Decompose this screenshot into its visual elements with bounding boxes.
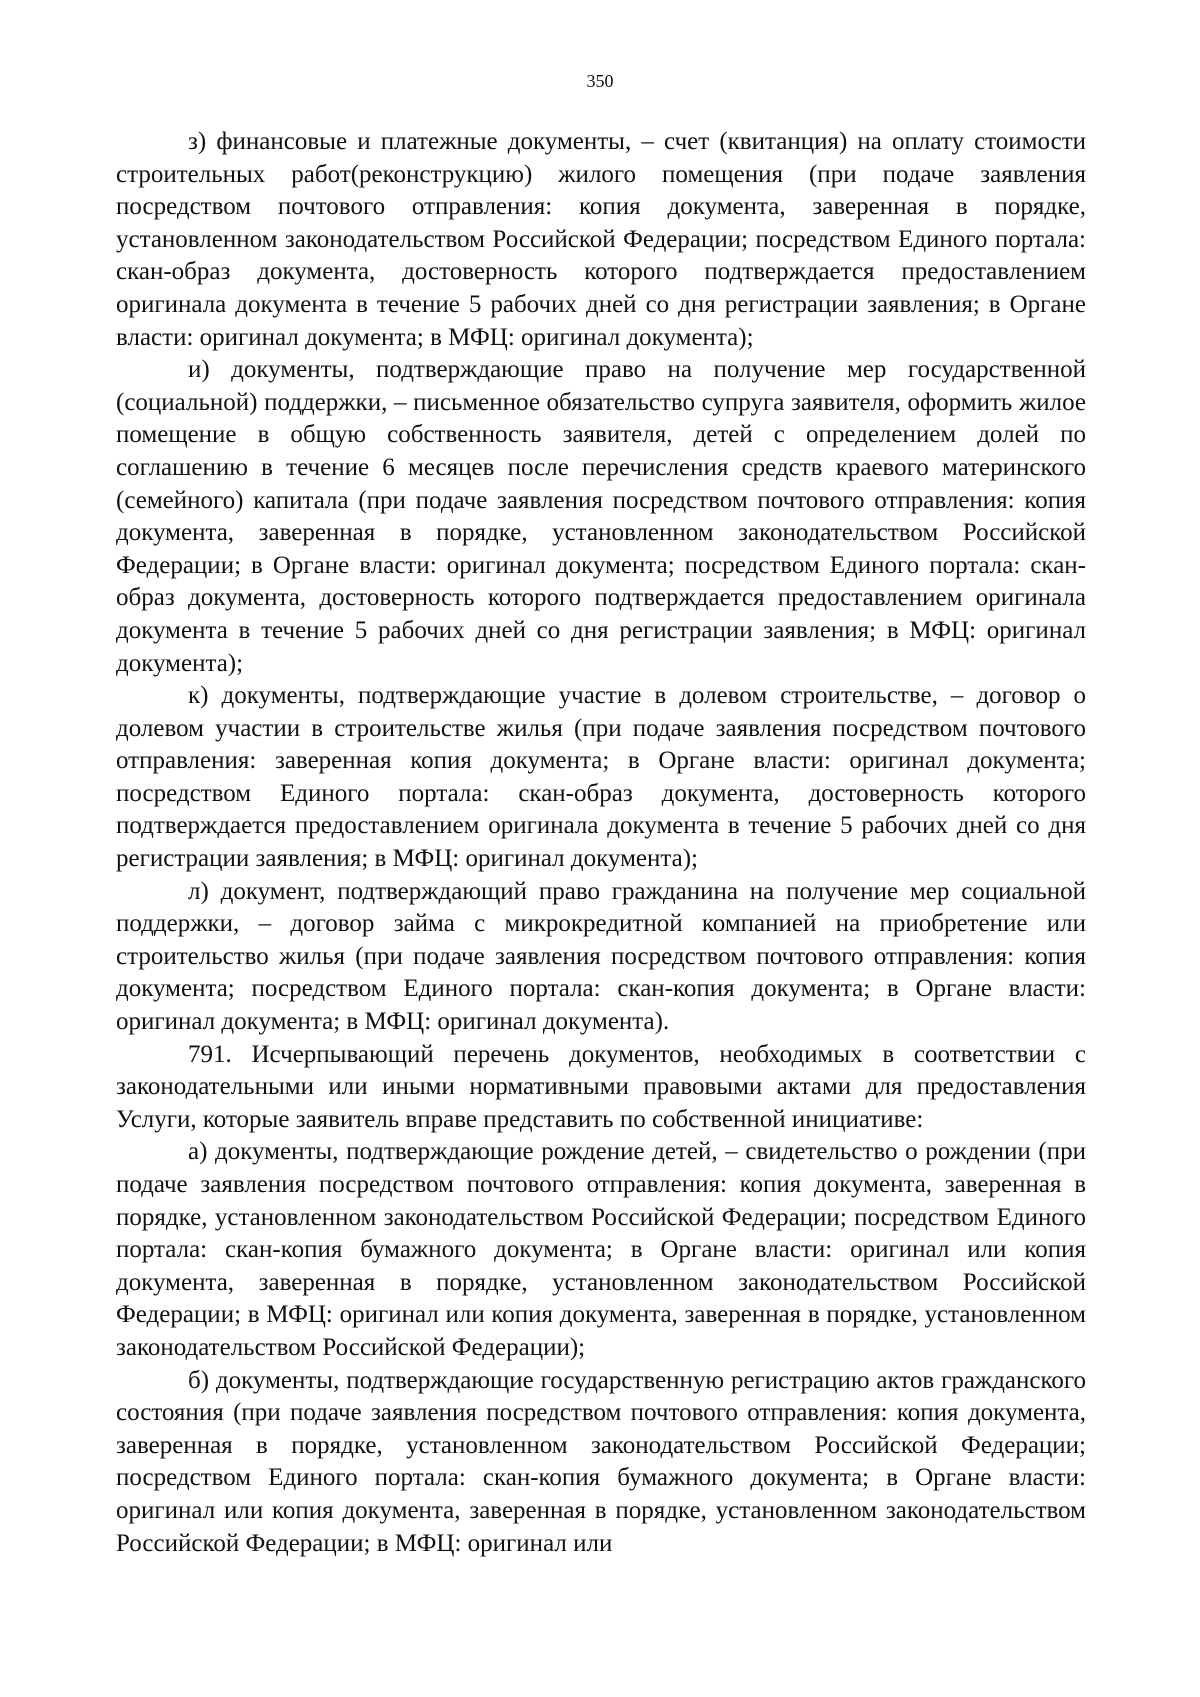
paragraph-z-financial-documents: з) финансовые и платежные документы, – счет (квитанция) на оплату стоимости строительных работ(реконструкцию) жилого помещения (при подаче заявления посредством почтового отправления: копия документа, заверенная в порядке, установленном законодательством Российской Федерации; посредством Единого портала: скан-образ документа, достоверность которого подтверждается предоставлением оригинала документа в течение 5 рабочих дней со дня регистрации заявления; в Органе власти: оригинал документа; в МФЦ: оригинал документа); [116,128,1086,351]
paragraph-b-civil-registration: б) документы, подтверждающие государственную регистрацию актов гражданского состояния (при подаче заявления посредством почтового отправления: копия документа, заверенная в порядке, установленном законодательством Российской Федерации; посредством Единого портала: скан-копия бумажного документа; в Органе власти: оригинал или копия документа, заверенная в порядке, установленном законодательством Российской Федерации; в МФЦ: оригинал или [116,1366,1086,1557]
paragraph-i-support-documents: и) документы, подтверждающие право на получение мер государственной (социальной) поддержки, – письменное обязательство супруга заявителя, оформить жилое помещение в общую собственность заявителя, детей с определением долей по соглашению в течение 6 месяцев после перечисления средств краевого материнского (семейного) капитала (при подаче заявления посредством почтового отправления: копия документа, заверенная в порядке, установленном законодательством Российской Федерации; в Органе власти: оригинал документа; посредством Единого портала: скан-образ документа, достоверность которого подтверждается предоставлением оригинала документа в течение 5 рабочих дней со дня регистрации заявления; в МФЦ: оригинал документа); [116,356,1086,677]
paragraph-a-birth-certificate: а) документы, подтверждающие рождение детей, – свидетельство о рождении (при подаче заявления посредством почтового отправления: копия документа, заверенная в порядке, установленном законодательством Российской Федерации; посредством Единого портала: скан-копия бумажного документа; в Органе власти: оригинал или копия документа, заверенная в порядке, установленном законодательством Российской Федерации; в МФЦ: оригинал или копия документа, заверенная в порядке, установленном законодательством Российской Федерации); [116,1138,1086,1361]
paragraph-791-document-list: 791. Исчерпывающий перечень документов, необходимых в соответствии с законодательными или иными нормативными правовыми актами для предоставления Услуги, которые заявитель вправе представить по собственной инициативе: [116,1040,1086,1133]
paragraph-l-microcredit-loan: л) документ, подтверждающий право гражданина на получение мер социальной поддержки, – договор займа с микрокредитной компанией на приобретение или строительство жилья (при подаче заявления посредством почтового отправления: копия документа; посредством Единого портала: скан-копия документа; в Органе власти: оригинал документа; в МФЦ: оригинал документа). [116,877,1086,1036]
document-body [116,126,1086,1560]
page-number: 350 [586,71,614,91]
paragraph-k-shared-construction: к) документы, подтверждающие участие в долевом строительстве, – договор о долевом участии в строительстве жилья (при подаче заявления посредством почтового отправления: заверенная копия документа; в Органе власти: оригинал документа; посредством Единого портала: скан-образ документа, достоверность которого подтверждается предоставлением оригинала документа в течение 5 рабочих дней со дня регистрации заявления; в МФЦ: оригинал документа); [116,682,1086,873]
